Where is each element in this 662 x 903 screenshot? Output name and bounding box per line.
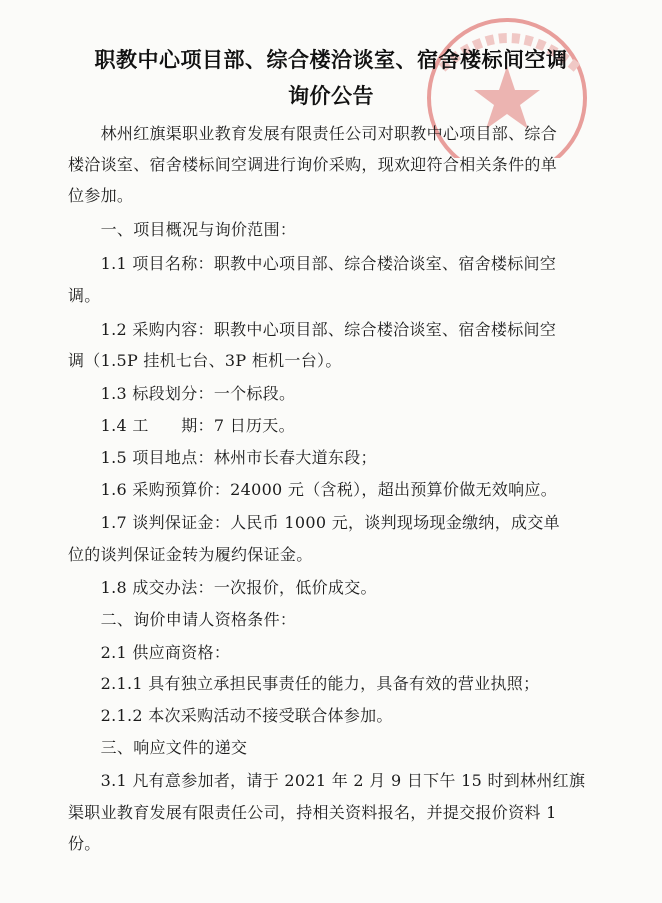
body-line: 位的谈判保证金转为履约保证金。 [68, 545, 313, 564]
body-line: 调（1.5P 挂机七台、3P 柜机一台）。 [68, 351, 342, 370]
body-line: 2.1.1 具有独立承担民事责任的能力，具备有效的营业执照； [68, 674, 540, 693]
body-line: 1.3 标段划分：一个标段。 [68, 384, 296, 403]
body-line: 位参加。 [68, 186, 134, 205]
body-line: 楼洽谈室、宿舍楼标间空调进行询价采购，现欢迎符合相关条件的单 [68, 155, 558, 174]
body-line: 调。 [68, 286, 101, 305]
body-line: 份。 [68, 834, 101, 853]
body-line: 1.1 项目名称：职教中心项目部、综合楼洽谈室、宿舍楼标间空 [68, 254, 557, 273]
body-line: 3.1 凡有意参加者，请于 2021 年 2 月 9 日下午 15 时到林州红旗 [68, 771, 586, 790]
section-heading: 一、项目概况与询价范围： [68, 220, 297, 239]
body-line: 1.5 项目地点：林州市长春大道东段； [68, 448, 377, 467]
section-heading: 三、响应文件的递交 [68, 738, 248, 757]
section-heading: 二、询价申请人资格条件： [68, 610, 297, 629]
body-line: 1.4 工 期：7 日历天。 [68, 416, 295, 435]
body-line: 1.7 谈判保证金：人民币 1000 元，谈判现场现金缴纳，成交单 [68, 513, 560, 532]
title-line-2: 询价公告 [288, 84, 374, 108]
body-line: 1.6 采购预算价：24000 元（含税），超出预算价做无效响应。 [68, 480, 558, 499]
title-line-1: 职教中心项目部、综合楼洽谈室、宿舍楼标间空调 [94, 48, 568, 72]
body-line: 2.1.2 本次采购活动不接受联合体参加。 [68, 706, 393, 725]
body-line: 渠职业教育发展有限责任公司，持相关资料报名，并提交报价资料 1 [68, 803, 557, 822]
body-line: 1.2 采购内容：职教中心项目部、综合楼洽谈室、宿舍楼标间空 [68, 320, 557, 339]
body-line: 1.8 成交办法：一次报价，低价成交。 [68, 578, 377, 597]
body-line: 2.1 供应商资格： [68, 643, 231, 662]
body-line: 林州红旗渠职业教育发展有限责任公司对职教中心项目部、综合 [68, 124, 558, 143]
